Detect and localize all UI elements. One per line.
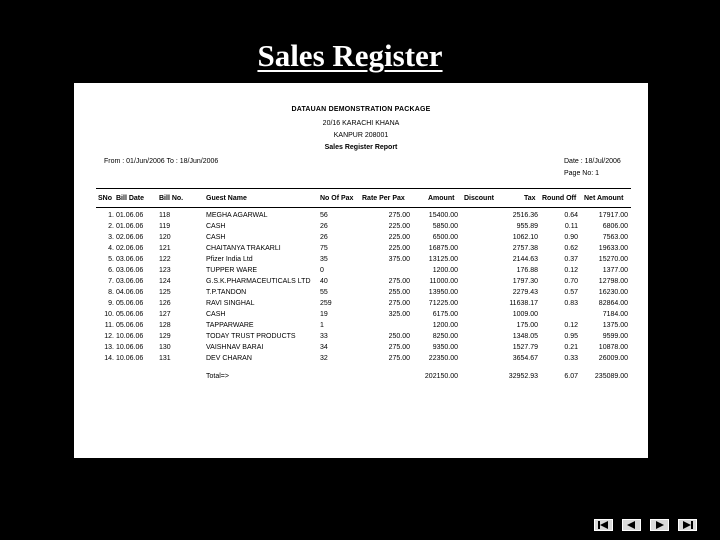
cell-tax: 1009.00: [512, 311, 538, 318]
cell-tax: 2279.43: [512, 289, 538, 296]
next-slide-button[interactable]: [650, 519, 669, 531]
cell-net-amount: 1377.00: [602, 267, 628, 274]
report-name: Sales Register Report: [324, 144, 398, 151]
cell-rate: 225.00: [388, 223, 410, 230]
table-row: [74, 299, 648, 309]
cell-round-off: 0.95: [564, 333, 578, 340]
cell-guest-name: MEGHA AGARWAL: [206, 212, 268, 219]
cell-bill-date: 03.06.06: [116, 267, 144, 274]
cell-sno: 12.: [104, 333, 114, 340]
cell-rate: 375.00: [388, 256, 410, 263]
cell-rate: 225.00: [388, 234, 410, 241]
company-name: DATAUAN DEMONSTRATION PACKAGE: [291, 106, 431, 113]
company-address-line1: 20/16 KARACHI KHANA: [322, 120, 400, 127]
cell-round-off: 0.62: [564, 245, 578, 252]
cell-bill-no: 128: [159, 322, 171, 329]
cell-tax: 1527.79: [512, 344, 538, 351]
cell-guest-name: CASH: [206, 223, 226, 230]
cell-guest-name: CASH: [206, 311, 226, 318]
cell-pax: 33: [320, 333, 328, 340]
cell-tax: 175.00: [516, 322, 538, 329]
first-slide-button[interactable]: [594, 519, 613, 531]
cell-pax: 32: [320, 355, 328, 362]
col-sno: SNo: [98, 195, 112, 202]
total-label: Total=>: [206, 373, 229, 380]
total-round-off: 6.07: [564, 373, 578, 380]
cell-net-amount: 12798.00: [598, 278, 628, 285]
first-slide-icon: [595, 520, 612, 530]
cell-bill-no: 130: [159, 344, 171, 351]
cell-amount: 1200.00: [432, 322, 458, 329]
cell-tax: 3654.67: [512, 355, 538, 362]
cell-net-amount: 9599.00: [602, 333, 628, 340]
cell-guest-name: RAVI SINGHAL: [206, 300, 255, 307]
previous-slide-button[interactable]: [622, 519, 641, 531]
cell-round-off: 0.11: [564, 223, 578, 230]
cell-guest-name: VAISHNAV BARAI: [206, 344, 264, 351]
cell-bill-no: 131: [159, 355, 171, 362]
cell-sno: 8.: [108, 289, 114, 296]
cell-round-off: 0.90: [564, 234, 578, 241]
cell-sno: 9.: [108, 300, 114, 307]
cell-net-amount: 10878.00: [598, 344, 628, 351]
cell-amount: 6175.00: [432, 311, 458, 318]
cell-guest-name: Pfizer India Ltd: [206, 256, 253, 263]
cell-pax: 1: [320, 322, 324, 329]
cell-amount: 1200.00: [432, 267, 458, 274]
cell-sno: 11.: [104, 322, 114, 329]
cell-tax: 2144.63: [512, 256, 538, 263]
cell-rate: 325.00: [388, 311, 410, 318]
table-row: [74, 332, 648, 342]
cell-round-off: 0.64: [564, 212, 578, 219]
last-slide-button[interactable]: [678, 519, 697, 531]
cell-bill-date: 05.06.06: [116, 300, 144, 307]
col-discount: Discount: [464, 195, 494, 202]
cell-pax: 259: [320, 300, 332, 307]
cell-tax: 1797.30: [512, 278, 538, 285]
cell-tax: 2757.38: [512, 245, 538, 252]
cell-net-amount: 7563.00: [602, 234, 628, 241]
cell-round-off: 0.70: [564, 278, 578, 285]
cell-rate: 225.00: [388, 245, 410, 252]
cell-bill-date: 05.06.06: [116, 322, 144, 329]
table-row: [74, 233, 648, 243]
cell-amount: 13125.00: [428, 256, 458, 263]
cell-net-amount: 82864.00: [598, 300, 628, 307]
cell-net-amount: 17917.00: [598, 212, 628, 219]
cell-round-off: 0.21: [564, 344, 578, 351]
slide-title: [0, 38, 700, 74]
cell-guest-name: TAPPARWARE: [206, 322, 254, 329]
cell-pax: 26: [320, 223, 328, 230]
cell-rate: 275.00: [388, 212, 410, 219]
cell-bill-no: 123: [159, 267, 171, 274]
col-bill-date: Bill Date: [116, 195, 145, 202]
cell-amount: 16875.00: [428, 245, 458, 252]
cell-tax: 955.89: [516, 223, 538, 230]
col-amount: Amount: [428, 195, 455, 202]
col-tax: Tax: [524, 195, 536, 202]
cell-pax: 40: [320, 278, 328, 285]
cell-pax: 34: [320, 344, 328, 351]
cell-rate: 275.00: [388, 278, 410, 285]
cell-guest-name: G.S.K.PHARMACEUTICALS LTD: [206, 278, 311, 285]
cell-bill-no: 118: [159, 212, 171, 219]
cell-bill-date: 02.06.06: [116, 234, 144, 241]
cell-guest-name: T.P.TANDON: [206, 289, 247, 296]
cell-amount: 71225.00: [428, 300, 458, 307]
cell-bill-no: 121: [159, 245, 171, 252]
cell-net-amount: 26009.00: [598, 355, 628, 362]
total-amount: 202150.00: [424, 373, 458, 380]
cell-bill-date: 10.06.06: [116, 355, 144, 362]
report-date: Date : 18/Jul/2006: [564, 158, 621, 165]
cell-pax: 75: [320, 245, 328, 252]
cell-bill-no: 129: [159, 333, 171, 340]
cell-net-amount: 1375.00: [602, 322, 628, 329]
cell-tax: 1348.05: [512, 333, 538, 340]
table-row: [74, 310, 648, 320]
cell-bill-date: 03.06.06: [116, 256, 144, 263]
cell-guest-name: CASH: [206, 234, 226, 241]
cell-bill-no: 125: [159, 289, 171, 296]
cell-bill-date: 04.06.06: [116, 289, 144, 296]
page-number: Page No: 1: [564, 170, 600, 177]
cell-bill-date: 03.06.06: [116, 278, 144, 285]
company-address-line2: KANPUR 208001: [333, 132, 389, 139]
date-range: From : 01/Jun/2006 To : 18/Jun/2006: [104, 158, 219, 165]
cell-sno: 1.: [108, 212, 114, 219]
cell-amount: 9350.00: [432, 344, 458, 351]
cell-bill-date: 10.06.06: [116, 344, 144, 351]
cell-sno: 14.: [104, 355, 114, 362]
cell-sno: 7.: [108, 278, 114, 285]
cell-round-off: 0.57: [564, 289, 578, 296]
cell-bill-no: 119: [159, 223, 171, 230]
cell-sno: 13.: [104, 344, 114, 351]
header-rule-top: [96, 188, 631, 189]
table-row: [74, 354, 648, 364]
cell-bill-date: 02.06.06: [116, 245, 144, 252]
cell-bill-no: 124: [159, 278, 171, 285]
next-slide-icon: [651, 520, 668, 530]
col-net-amount: Net Amount: [584, 195, 624, 202]
cell-pax: 19: [320, 311, 328, 318]
cell-bill-date: 01.06.06: [116, 223, 144, 230]
table-row: [74, 211, 648, 221]
cell-amount: 11000.00: [429, 278, 458, 285]
cell-pax: 26: [320, 234, 328, 241]
table-row: [74, 321, 648, 331]
previous-slide-icon: [623, 520, 640, 530]
cell-rate: 255.00: [388, 289, 410, 296]
cell-pax: 0: [320, 267, 324, 274]
cell-amount: 6500.00: [432, 234, 458, 241]
cell-pax: 55: [320, 289, 328, 296]
cell-sno: 2.: [108, 223, 114, 230]
col-round-off: Round Off: [542, 195, 577, 202]
cell-net-amount: 7184.00: [602, 311, 628, 318]
col-pax: No Of Pax: [320, 195, 354, 202]
cell-amount: 22350.00: [428, 355, 458, 362]
table-row: [74, 343, 648, 353]
cell-pax: 35: [320, 256, 328, 263]
cell-round-off: 0.37: [564, 256, 578, 263]
cell-bill-no: 126: [159, 300, 171, 307]
table-row: [74, 244, 648, 254]
cell-bill-no: 120: [159, 234, 171, 241]
cell-tax: 11638.17: [509, 300, 538, 307]
cell-bill-date: 10.06.06: [116, 333, 144, 340]
cell-round-off: 0.12: [564, 322, 578, 329]
cell-amount: 8250.00: [432, 333, 458, 340]
table-row: [74, 266, 648, 276]
cell-sno: 5.: [108, 256, 114, 263]
cell-rate: 275.00: [388, 344, 410, 351]
cell-sno: 3.: [108, 234, 114, 241]
cell-guest-name: TUPPER WARE: [206, 267, 258, 274]
cell-bill-date: 01.06.06: [116, 212, 144, 219]
total-row: [74, 372, 648, 382]
cell-rate: 275.00: [388, 355, 410, 362]
cell-rate: 275.00: [388, 300, 410, 307]
cell-bill-no: 127: [159, 311, 171, 318]
cell-round-off: 0.83: [564, 300, 578, 307]
cell-rate: 250.00: [388, 333, 410, 340]
total-tax: 32952.93: [508, 373, 538, 380]
cell-net-amount: 6806.00: [602, 223, 628, 230]
cell-pax: 56: [320, 212, 328, 219]
cell-tax: 2516.36: [512, 212, 538, 219]
cell-net-amount: 19633.00: [598, 245, 628, 252]
cell-amount: 5850.00: [432, 223, 458, 230]
cell-amount: 15400.00: [428, 212, 458, 219]
table-row: [74, 222, 648, 232]
header-rule-bottom: [96, 207, 631, 208]
col-bill-no: Bill No.: [159, 195, 184, 202]
cell-guest-name: CHAITANYA TRAKARLI: [206, 245, 281, 252]
table-row: [74, 255, 648, 265]
cell-amount: 13950.00: [428, 289, 458, 296]
cell-tax: 1062.10: [512, 234, 538, 241]
table-row: [74, 277, 648, 287]
cell-round-off: 0.12: [564, 267, 578, 274]
cell-guest-name: TODAY TRUST PRODUCTS: [206, 333, 296, 340]
cell-sno: 10.: [104, 311, 114, 318]
col-rate: Rate Per Pax: [362, 195, 405, 202]
slide-title-text: Sales Register: [257, 38, 443, 73]
col-guest-name: Guest Name: [206, 195, 247, 202]
total-net-amount: 235089.00: [594, 373, 628, 380]
cell-bill-no: 122: [159, 256, 171, 263]
cell-tax: 176.88: [516, 267, 538, 274]
cell-round-off: 0.33: [564, 355, 578, 362]
cell-bill-date: 05.06.06: [116, 311, 144, 318]
table-row: [74, 288, 648, 298]
cell-net-amount: 15270.00: [598, 256, 628, 263]
cell-guest-name: DEV CHARAN: [206, 355, 252, 362]
cell-sno: 4.: [108, 245, 114, 252]
cell-net-amount: 16230.00: [598, 289, 628, 296]
cell-sno: 6.: [108, 267, 114, 274]
report-page: [74, 83, 648, 458]
last-slide-icon: [679, 520, 696, 530]
